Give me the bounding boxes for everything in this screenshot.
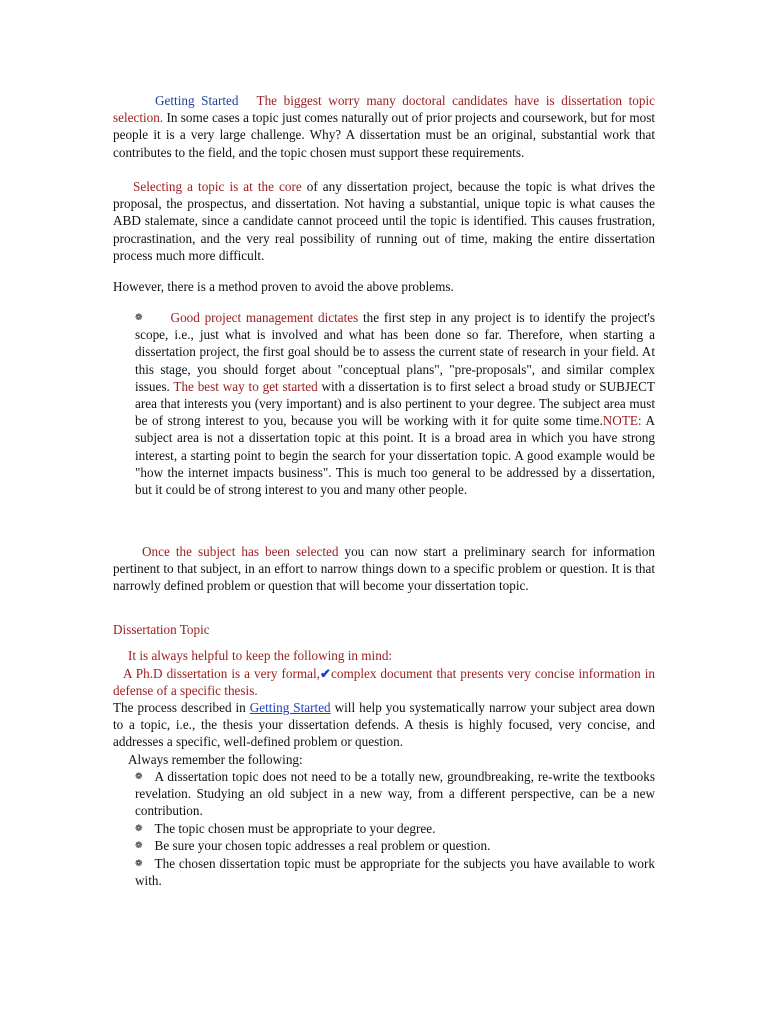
best-way-red: The best way to get started [173, 378, 318, 394]
always-remember: Always remember the following: [128, 752, 303, 767]
project-management-paragraph [135, 309, 655, 498]
getting-started-heading: Getting Started [155, 93, 239, 108]
topic-core-paragraph [113, 178, 655, 264]
intro-text: In some cases a topic just comes naturally out of prior projects and coursework, but for most people it is a very large challenge. Why? A dissertation must be an original, substantial work that contributes to the field, and the topic chosen must support these requirements. [113, 110, 655, 160]
bullet-text: The topic chosen must be appropriate to your degree. [154, 821, 436, 836]
flower-bullet-icon: ❁ [135, 858, 143, 868]
project-management-text-2: with a dissertation is to first select a broad study or SUBJECT area that interests you (very important) and is also pertinent to your degree. The subject area must be of strong interest to you, because you will be working with it for quite some time. [135, 378, 655, 429]
formal-document-red-2: complex document that presents very concise information in defense of a specific thesis. [113, 666, 655, 699]
dissertation-topic-heading: Dissertation Topic [113, 622, 210, 637]
bullet-text: A dissertation topic does not need to be a totally new, groundbreaking, re-write the textbooks revelation. Studying an old subject in a new way, from a different perspective, can be a new contribution. [135, 769, 655, 819]
flower-bullet-icon: ❁ [135, 771, 143, 781]
project-management-text-3: A subject area is not a dissertation topic at this point. It is a broad area in which you have strong interest, a starting point to begin the search for your dissertation topic. A good example would be "how the internet impacts business". This is much too general to be addressed by a dissertation, but it could be of strong interest to you and many other people. [135, 413, 655, 498]
subject-selected-red-lead: Once the subject has been selected [142, 544, 339, 559]
subject-selected-paragraph [113, 543, 655, 595]
process-text-1: The process described in [113, 700, 250, 715]
topic-core-text: of any dissertation project, because the topic is what drives the proposal, the prospectus, and dissertation. Not having a substantial, unique topic is what causes the ABD stalemate, since a candidate cannot proceed until the topic is identified. This causes frustration, procrastination, and the very real possibility of running out of time, making the entire dissertation process much more difficult. [113, 179, 655, 263]
bullet-text: The chosen dissertation topic must be appropriate for the subjects you have available to work with. [135, 856, 655, 889]
project-management-red-lead: Good project management dictates [170, 310, 359, 325]
helpful-note: It is always helpful to keep the following in mind: [128, 648, 393, 663]
bullet-item [135, 768, 655, 820]
intro-red-lead: The biggest worry many doctoral candidates have is dissertation topic selection. [113, 93, 655, 126]
formal-document-red-1: A Ph.D dissertation is a very formal, [123, 666, 320, 681]
checkmark-icon: ✔ [319, 666, 332, 681]
getting-started-link[interactable]: Getting Started [249, 700, 331, 715]
method-sentence: However, there is a method proven to avoid the above problems. [113, 279, 454, 294]
bullet-item [135, 855, 655, 889]
intro-paragraph [113, 92, 655, 161]
process-text-2: will help you systematically narrow your subject area down to a topic, i.e., the thesis your dissertation defends. A thesis is highly focused, very concise, and addresses a specific, well-defined problem or question. [113, 700, 655, 750]
project-management-text-1: the first step in any project is to identify the project's scope, i.e., just what is involved and what has been done so far. Therefore, when starting a dissertation project, the first goal should be to assess the current state of research in your field. At this stage, you should forget about "conceptual plans", "pre-proposals", and similar complex issues. [135, 310, 655, 394]
note-label: NOTE: [602, 413, 642, 429]
flower-bullet-icon: ❁ [135, 823, 143, 833]
bullet-text: Be sure your chosen topic addresses a real problem or question. [154, 838, 491, 853]
formal-document-paragraph [113, 665, 655, 699]
flower-bullet-icon: ❁ [135, 840, 143, 850]
topic-core-red-lead: Selecting a topic is at the core [133, 179, 302, 194]
bullet-item [135, 837, 655, 854]
bullet-item [135, 820, 655, 837]
subject-selected-text: you can now start a preliminary search for information pertinent to that subject, in an effort to narrow things down to a specific problem or question. It is that narrowly defined problem or question that will become your dissertation topic. [113, 544, 655, 594]
process-paragraph [113, 699, 655, 751]
flower-bullet-icon: ❁ [135, 312, 143, 322]
